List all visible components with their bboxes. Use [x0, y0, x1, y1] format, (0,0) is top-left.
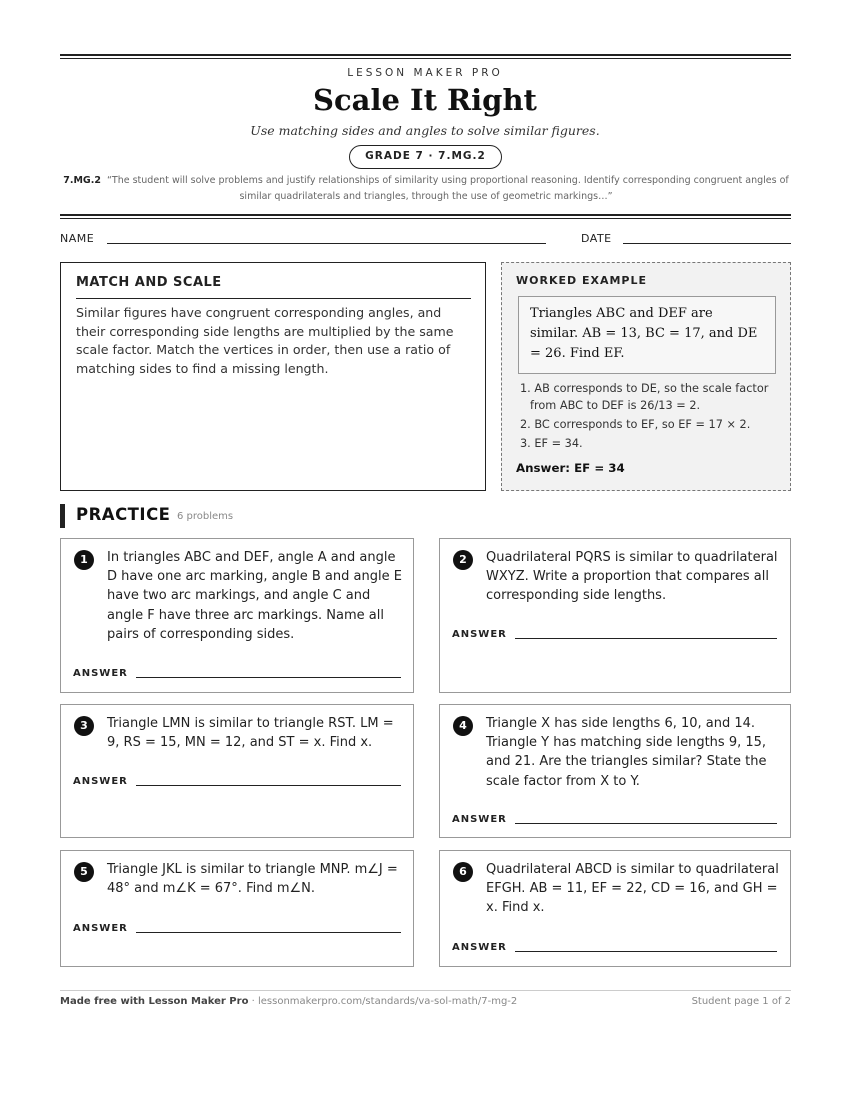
grade-badge: GRADE 7 · 7.MG.2	[349, 145, 502, 169]
problem-text: Triangle JKL is similar to triangle MNP. m∠J = 48° and m∠K = 67°. Find m∠N.	[107, 862, 398, 897]
date-label: DATE	[581, 232, 612, 245]
footer-divider	[60, 990, 791, 991]
practice-count: 6 problems	[177, 511, 234, 522]
footer-credit	[60, 996, 517, 1007]
answer-label: ANSWER	[452, 814, 507, 825]
page-title: Scale It Right	[313, 83, 537, 117]
worked-example-step: 3. EF = 34.	[520, 437, 583, 450]
match-and-scale-heading: MATCH AND SCALE	[76, 275, 222, 290]
worked-example-step: 1. AB corresponds to DE, so the scale factor from ABC to DEF is 26/13 = 2.	[520, 382, 769, 412]
worked-example-problem: Triangles ABC and DEF are similar. AB = 13, BC = 17, and DE = 26. Find EF.	[518, 296, 776, 374]
problem-text: Triangle X has side lengths 6, 10, and 14. Triangle Y has matching side lengths 9, 15, and 21. Are the triangles similar? State the scale factor from X to Y.	[486, 716, 767, 789]
problem-card-6	[439, 850, 791, 967]
name-label: NAME	[60, 232, 95, 245]
standard-code: 7.MG.2	[63, 175, 101, 186]
page-subtitle: Use matching sides and angles to solve similar figures.	[250, 123, 600, 138]
brand-name: LESSON MAKER PRO	[347, 67, 503, 79]
match-and-scale-divider	[76, 298, 471, 299]
answer-field[interactable]	[515, 823, 777, 824]
footer-url[interactable]: · lessonmakerpro.com/standards/va-sol-math/7-mg-2	[248, 996, 518, 1007]
problem-card-2	[439, 538, 791, 693]
answer-label: ANSWER	[73, 923, 128, 934]
answer-field[interactable]	[136, 785, 401, 786]
worked-example-heading: WORKED EXAMPLE	[516, 274, 647, 287]
answer-field[interactable]	[515, 951, 777, 952]
worked-example-steps	[520, 380, 782, 454]
problem-card-4	[439, 704, 791, 838]
problem-card-5	[60, 850, 414, 967]
problem-number: 4	[453, 716, 473, 736]
problem-text: Quadrilateral ABCD is similar to quadrilateral EFGH. AB = 11, EF = 22, CD = 16, and GH = x. Find x.	[486, 862, 779, 916]
problem-number: 1	[74, 550, 94, 570]
problem-number: 6	[453, 862, 473, 882]
header-bottom-rule	[60, 214, 791, 219]
problem-card-1	[60, 538, 414, 693]
footer-made-with: Made free with Lesson Maker Pro	[60, 996, 249, 1007]
answer-field[interactable]	[515, 638, 777, 639]
answer-label: ANSWER	[73, 668, 128, 679]
problem-number: 3	[74, 716, 94, 736]
header-top-rule	[60, 54, 791, 59]
problem-card-3	[60, 704, 414, 838]
answer-field[interactable]	[136, 932, 401, 933]
worked-example-box	[501, 262, 791, 491]
problem-text: Quadrilateral PQRS is similar to quadrilateral WXYZ. Write a proportion that compares all corresponding side lengths.	[486, 550, 778, 604]
answer-label: ANSWER	[452, 942, 507, 953]
standard-text: “The student will solve problems and justify relationships of similarity using proportional reasoning. Identify corresponding congruent angles of similar quadrilaterals and triangles, through the use of geometric markings…”	[107, 175, 789, 202]
standard-description	[62, 173, 790, 204]
footer-page-number: Student page 1 of 2	[691, 996, 791, 1007]
answer-label: ANSWER	[452, 629, 507, 640]
problem-number: 5	[74, 862, 94, 882]
practice-heading: PRACTICE	[76, 505, 171, 524]
worked-example-step: 2. BC corresponds to EF, so EF = 17 × 2.	[520, 418, 751, 431]
problem-text: In triangles ABC and DEF, angle A and angle D have one arc marking, angle B and angle E have two arc markings, and angle C and angle F have three arc markings. Name all pairs of corresponding sides.	[107, 550, 402, 642]
answer-label: ANSWER	[73, 776, 128, 787]
answer-field[interactable]	[136, 677, 401, 678]
match-and-scale-box	[60, 262, 486, 491]
problem-number: 2	[453, 550, 473, 570]
worked-example-answer: Answer: EF = 34	[516, 461, 625, 475]
date-field[interactable]	[623, 243, 791, 244]
match-and-scale-body: Similar figures have congruent corresponding angles, and their corresponding side lengths are multiplied by the same scale factor. Match the vertices in order, then use a ratio of matching sides to find a missing length.	[76, 305, 454, 376]
problem-text: Triangle LMN is similar to triangle RST. LM = 9, RS = 15, MN = 12, and ST = x. Find x.	[107, 716, 394, 751]
name-field[interactable]	[107, 243, 546, 244]
practice-accent-bar	[60, 504, 65, 528]
